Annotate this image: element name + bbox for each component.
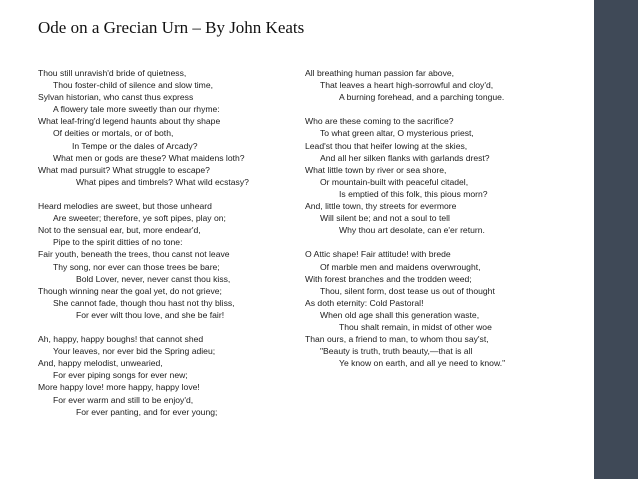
poem-line: Though winning near the goal yet, do not grieve;: [38, 285, 222, 296]
side-panel: [594, 0, 638, 479]
poem-line: Pipe to the spirit ditties of no tone:: [53, 237, 183, 248]
poem-line: With forest branches and the trodden weed;: [305, 273, 472, 284]
poem-stanza: [38, 333, 300, 418]
poem-line: Thou foster-child of silence and slow time,: [53, 80, 214, 91]
poem-line: Of marble men and maidens overwrought,: [320, 261, 481, 272]
poem-line: O Attic shape! Fair attitude! with brede: [305, 249, 451, 260]
poem-line: Lead'st thou that heifer lowing at the skies,: [305, 140, 468, 151]
poem-line: Not to the sensual ear, but, more endear'd,: [38, 225, 201, 236]
poem-line: What leaf-fring'd legend haunts about thy shape: [38, 116, 221, 127]
poem-line: A flowery tale more sweetly than our rhyme:: [53, 104, 220, 115]
poem-line: What men or gods are these? What maidens loth?: [53, 152, 245, 163]
poem-line: Thou still unravish'd bride of quietness,: [38, 68, 187, 78]
poem-line: When old age shall this generation waste,: [320, 309, 480, 320]
poem-line: More happy love! more happy, happy love!: [38, 382, 200, 393]
slide-title: Ode on a Grecian Urn – By John Keats: [38, 18, 305, 37]
poem-line: To what green altar, O mysterious priest,: [320, 128, 474, 139]
poem-line: Than ours, a friend to man, to whom thou say'st,: [305, 334, 489, 345]
poem-line: Of deities or mortals, or of both,: [53, 128, 174, 139]
poem-line: For ever panting, and for ever young;: [76, 406, 218, 417]
poem-line: In Tempe or the dales of Arcady?: [72, 140, 198, 151]
poem-line: She cannot fade, though thou hast not thy bliss,: [53, 297, 235, 308]
poem-stanza: [305, 67, 591, 103]
poem-line: All breathing human passion far above,: [305, 68, 455, 78]
poem-line: Heard melodies are sweet, but those unheard: [38, 201, 212, 212]
poem-line: Bold Lover, never, never canst thou kiss,: [76, 273, 231, 284]
poem-line: Ah, happy, happy boughs! that cannot shed: [38, 334, 204, 345]
poem-line: And, happy melodist, unwearied,: [38, 358, 163, 369]
poem-line: Thy song, nor ever can those trees be bare;: [53, 261, 220, 272]
poem-line: What pipes and timbrels? What wild ecstasy?: [76, 176, 249, 187]
poem-line: Are sweeter; therefore, ye soft pipes, play on;: [53, 213, 226, 224]
poem-line: Your leaves, nor ever bid the Spring adieu;: [53, 346, 216, 357]
poem-line: That leaves a heart high-sorrowful and cloy'd,: [320, 80, 494, 91]
poem-line: Thou shalt remain, in midst of other woe: [339, 321, 492, 332]
poem-line: Who are these coming to the sacrifice?: [305, 116, 454, 127]
poem-line: As doth eternity: Cold Pastoral!: [305, 297, 424, 308]
poem-line: Will silent be; and not a soul to tell: [320, 213, 450, 224]
poem-line: And all her silken flanks with garlands drest?: [320, 152, 490, 163]
poem-line: "Beauty is truth, truth beauty,—that is all: [320, 346, 473, 357]
poem-line: Is emptied of this folk, this pious morn?: [339, 188, 488, 199]
poem-line: For ever piping songs for ever new;: [53, 370, 188, 381]
poem-stanza: [38, 67, 300, 188]
poem-stanza: [305, 248, 591, 369]
poem-line: What mad pursuit? What struggle to escape?: [38, 164, 210, 175]
poem-stanza: [38, 200, 300, 321]
poem-line: For ever warm and still to be enjoy'd,: [53, 394, 194, 405]
poem-line: Sylvan historian, who canst thus express: [38, 92, 194, 103]
poem-line: Thou, silent form, dost tease us out of thought: [320, 285, 495, 296]
poem-line: A burning forehead, and a parching tongue.: [339, 92, 505, 103]
poem-line: What little town by river or sea shore,: [305, 164, 447, 175]
poem-line: Ye know on earth, and all ye need to know.": [339, 358, 506, 369]
poem-line: Or mountain-built with peaceful citadel,: [320, 176, 469, 187]
poem-stanza: [305, 115, 591, 236]
poem-column-left: [38, 67, 300, 430]
poem-line: Why thou art desolate, can e'er return.: [339, 225, 485, 236]
poem-line: And, little town, thy streets for evermore: [305, 201, 457, 212]
poem-column-right: [305, 67, 591, 381]
poem-line: For ever wilt thou love, and she be fair!: [76, 309, 225, 320]
poem-line: Fair youth, beneath the trees, thou canst not leave: [38, 249, 230, 260]
